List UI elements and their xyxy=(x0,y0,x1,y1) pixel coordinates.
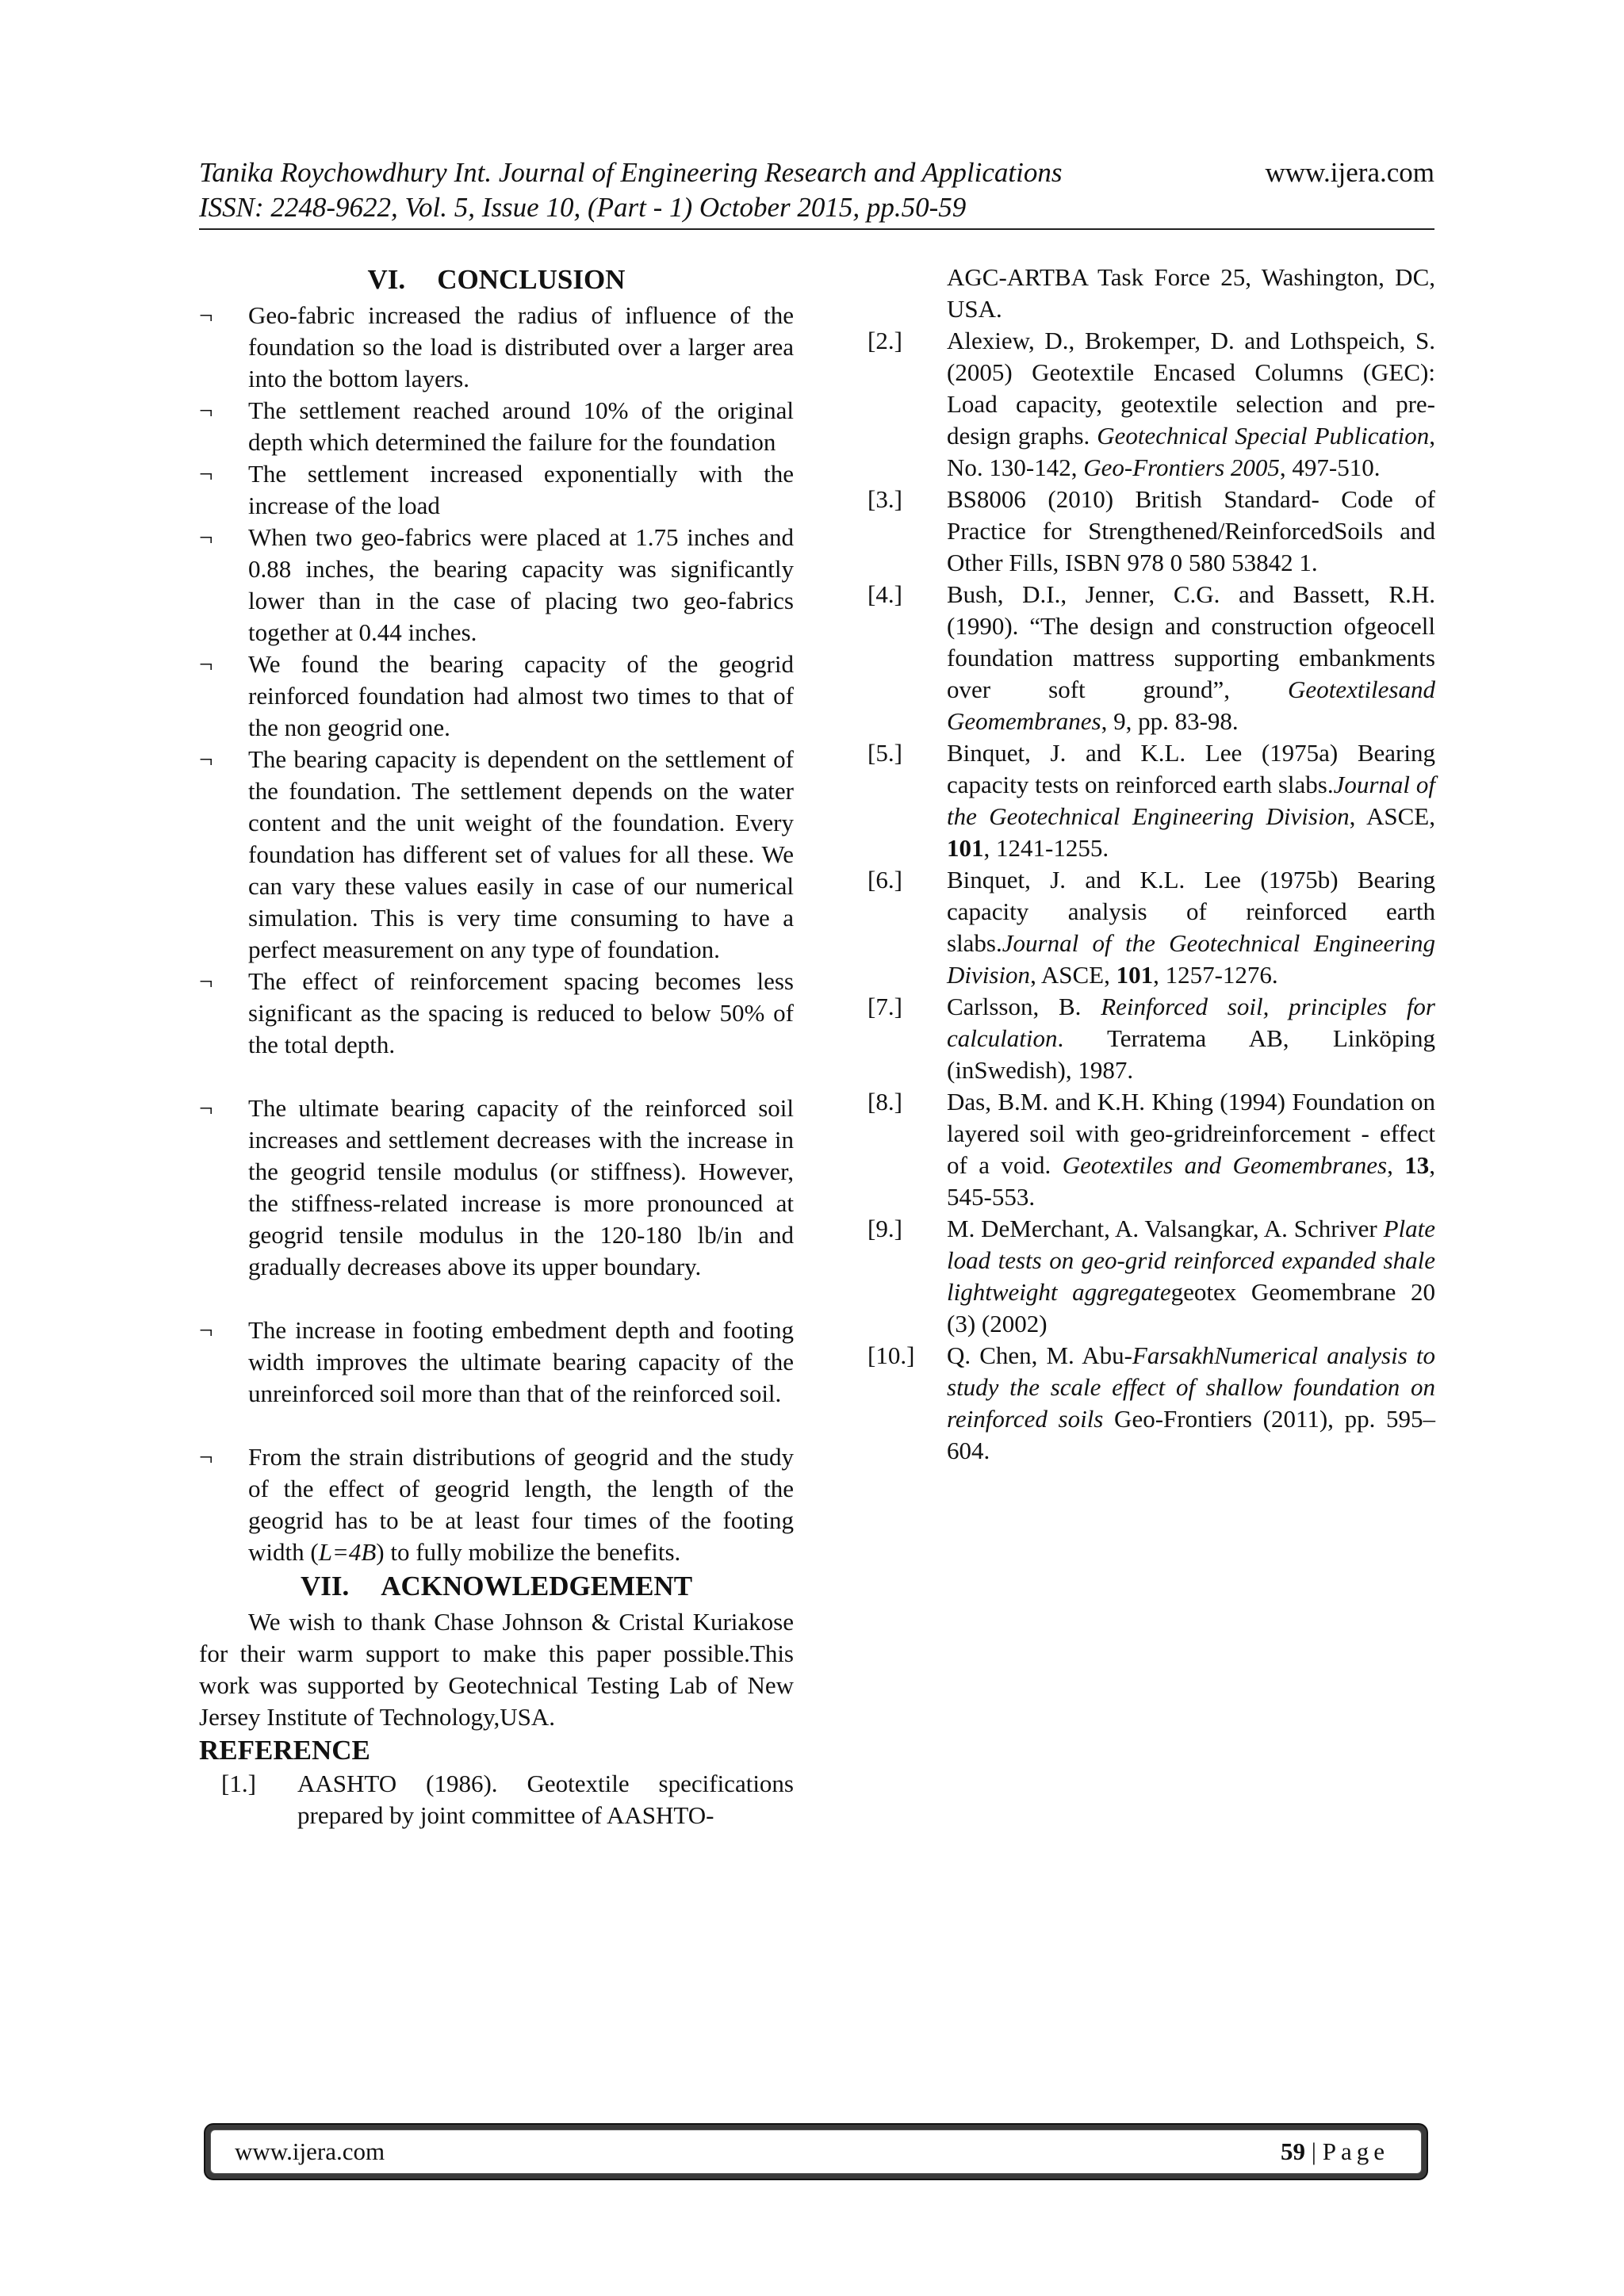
reference-item: [6.] Binquet, J. and K.L. Lee (1975b) Bearing capacity analysis of reinforced earth slabs.Journal of the Geotechnical Engineering Division, ASCE, 101, 1257-1276. xyxy=(868,866,1435,989)
bullet-mark-icon: ¬ xyxy=(199,1443,213,1471)
section-number: VII. xyxy=(300,1571,350,1601)
reference-item: [9.] M. DeMerchant, A. Valsangkar, A. Schriver Plate load tests on geo-grid reinforced expanded shale lightweight aggregategeotex Geomembrane 20 (3) (2002) xyxy=(868,1215,1436,1337)
reference-item: [7.] Carlsson, B. Reinforced soil, principles for calculation. Terratema AB, Linköping (inSwedish), 1987. xyxy=(868,993,1435,1084)
list-item: ¬ The effect of reinforcement spacing becomes less significant as the spacing is reduced to below 50% of the total depth. xyxy=(199,967,794,1058)
section-number: VI. xyxy=(367,264,406,295)
acknowledgement-heading xyxy=(199,1568,794,1605)
list-item: ¬ The bearing capacity is dependent on the settlement of the foundation. The settlement depends on the water content and the unit weight of the foundation. Every foundation has different set of values for all these. We can vary these values easily in case of our numerical simulation. This is very time consuming to have a perfect measurement on any type of foundation. xyxy=(199,745,794,963)
issn-line: ISSN: 2248-9622, Vol. 5, Issue 10, (Part - 1) October 2015, pp.50-59 xyxy=(199,192,967,223)
running-header xyxy=(199,155,1434,225)
page-footer xyxy=(205,2125,1427,2179)
bullet-mark-icon: ¬ xyxy=(199,523,213,551)
section-title: ACKNOWLEDGEMENT xyxy=(381,1571,693,1601)
reference-list-left xyxy=(199,1768,794,1831)
conclusion-heading xyxy=(199,262,794,298)
journal-url[interactable]: www.ijera.com xyxy=(1265,157,1434,188)
list-item: ¬ We found the bearing capacity of the geogrid reinforced foundation had almost two times to that of the non geogrid one. xyxy=(199,650,794,741)
reference-item: [8.] Das, B.M. and K.H. Khing (1994) Foundation on layered soil with geo-gridreinforcement - effect of a void. Geotextiles and Geomembranes, 13, 545-553. xyxy=(868,1088,1435,1211)
reference-item: [4.] Bush, D.I., Jenner, C.G. and Bassett, R.H. (1990). “The design and construction ofgeocell foundation mattress supporting embankments over soft ground”, Geotextilesand Geomembranes, 9, pp. 83-98. xyxy=(868,580,1435,735)
conclusion-list xyxy=(199,300,794,1568)
bullet-mark-icon: ¬ xyxy=(199,967,213,995)
reference-item: [3.] BS8006 (2010) British Standard- Code of Practice for Strengthened/ReinforcedSoils and Other Fills, ISBN 978 0 580 53842 1. xyxy=(868,485,1435,576)
reference-continuation: AGC-ARTBA Task Force 25, Washington, DC, USA. xyxy=(947,263,1435,323)
journal-citation-line: Tanika Roychowdhury Int. Journal of Engineering Research and Applications xyxy=(199,157,1063,188)
reference-item: [5.] Binquet, J. and K.L. Lee (1975a) Bearing capacity tests on reinforced earth slabs.Journal of the Geotechnical Engineering Division, ASCE, 101, 1241-1255. xyxy=(868,739,1435,862)
bullet-mark-icon: ¬ xyxy=(199,745,213,773)
reference-item: [1.] AASHTO (1986). Geotextile specifications prepared by joint committee of AASHTO- xyxy=(221,1770,794,1829)
footer-url[interactable]: www.ijera.com xyxy=(235,2137,385,2165)
list-item: ¬ The settlement reached around 10% of the original depth which determined the failure for the foundation xyxy=(199,396,794,456)
reference-item: [10.] Q. Chen, M. Abu-FarsakhNumerical analysis to study the scale effect of shallow foundation on reinforced soils Geo-Frontiers (2011), pp. 595–604. xyxy=(868,1341,1436,1464)
right-column xyxy=(868,262,1435,1467)
bullet-mark-icon: ¬ xyxy=(199,301,213,329)
bullet-mark-icon: ¬ xyxy=(199,650,213,678)
list-item: ¬ The ultimate bearing capacity of the reinforced soil increases and settlement decreases with the increase in the geogrid tensile modulus (or stiffness). However, the stiffness-related increase is more pronounced at geogrid tensile modulus in the 120-180 lb/in and gradually decreases above its upper boundary. xyxy=(199,1094,794,1280)
page-number: 59 | Page xyxy=(1281,2137,1389,2165)
reference-item: [2.] Alexiew, D., Brokemper, D. and Lothspeich, S. (2005) Geotextile Encased Columns (GEC): Load capacity, geotextile selection and pre-design graphs. Geotechnical Special Publication, No. 130-142, Geo-Frontiers 2005, 497-510. xyxy=(868,327,1435,481)
reference-list-right xyxy=(868,325,1435,1467)
section-title: CONCLUSION xyxy=(437,264,626,295)
list-item: ¬ Geo-fabric increased the radius of influence of the foundation so the load is distributed over a larger area into the bottom layers. xyxy=(199,301,794,392)
list-item: ¬ From the strain distributions of geogrid and the study of the effect of geogrid length, the length of the geogrid has to be at least four times of the footing width (L=4B) to fully mobilize the benefits. xyxy=(199,1443,794,1566)
bullet-mark-icon: ¬ xyxy=(199,1094,213,1122)
left-column xyxy=(199,262,794,1831)
bullet-mark-icon: ¬ xyxy=(199,460,213,488)
reference-heading: REFERENCE xyxy=(199,1735,370,1766)
list-item: ¬ The settlement increased exponentially with the increase of the load xyxy=(199,460,794,519)
acknowledgement-text: We wish to thank Chase Johnson & Cristal Kuriakose for their warm support to make this paper possible.This work was supported by Geotechnical Testing Lab of New Jersey Institute of Technology,USA. xyxy=(199,1608,794,1731)
list-item: ¬ The increase in footing embedment depth and footing width improves the ultimate bearing capacity of the unreinforced soil more than that of the reinforced soil. xyxy=(199,1316,794,1407)
bullet-mark-icon: ¬ xyxy=(199,1316,213,1344)
list-item: ¬ When two geo-fabrics were placed at 1.75 inches and 0.88 inches, the bearing capacity was significantly lower than in the case of placing two geo-fabrics together at 0.44 inches. xyxy=(199,523,794,646)
bullet-mark-icon: ¬ xyxy=(199,396,213,424)
header-divider xyxy=(199,228,1434,230)
